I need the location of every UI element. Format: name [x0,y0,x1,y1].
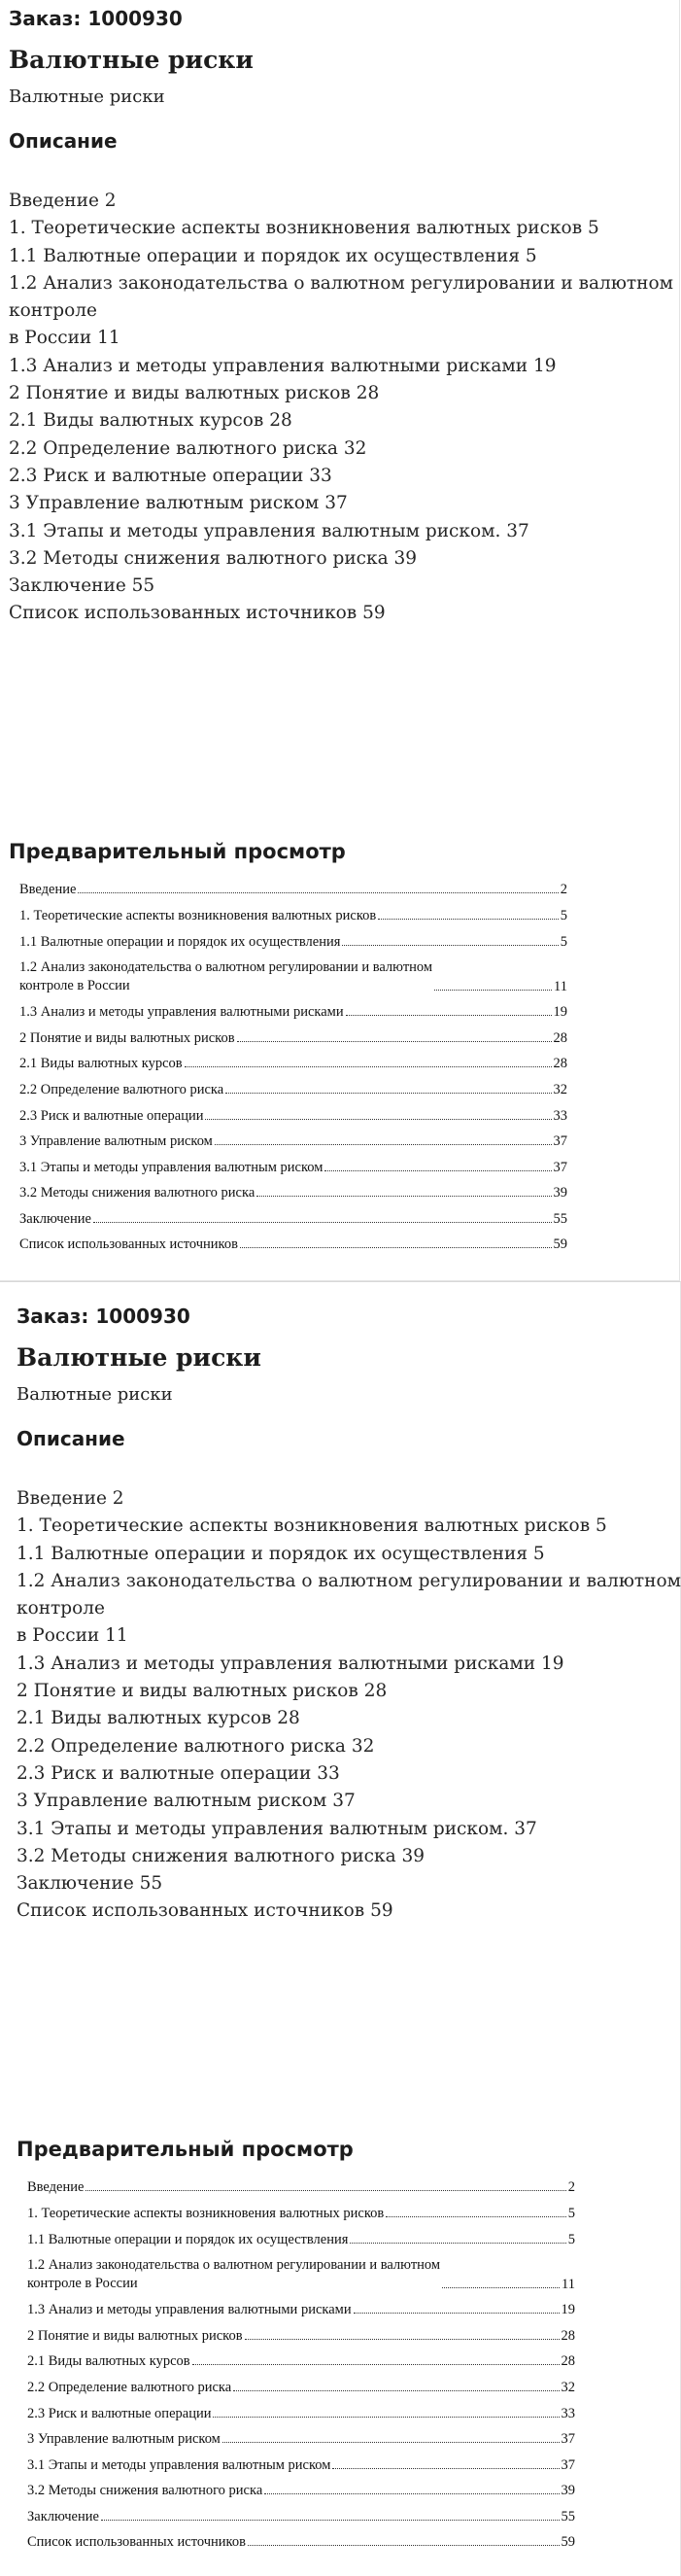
description-line: в России 11 [9,328,120,349]
toc-page: 33 [561,2405,575,2421]
toc-row [19,1228,567,1254]
toc-leader [264,2493,559,2494]
toc-leader [324,1170,551,1171]
description-line: 1. Теоретические аспекты возникновения валютных рисков 5 [17,1515,607,1537]
toc-leader [378,919,558,920]
toc-page: 5 [560,933,567,950]
description-line: 1.3 Анализ и методы управления валютными рисками 19 [17,1653,564,1674]
description-line: 1.2 Анализ законодательства о валютном регулировании и валютном [9,272,674,294]
description-line: 2.1 Виды валютных курсов 28 [17,1708,300,1729]
toc-label-line: 1.2 Анализ законодательства о валютном регулировании и валютном [27,2256,441,2273]
toc-row [27,2222,575,2248]
toc-row [19,1047,567,1073]
description-line: контроле [9,300,97,322]
toc-label: 1.3 Анализ и методы управления валютными рисками [27,2302,352,2318]
toc-leader [248,2545,560,2546]
description-line: 1.2 Анализ законодательства о валютном регулировании и валютном [17,1570,681,1591]
toc-leader [233,2390,559,2391]
toc-leader [442,2287,560,2288]
description-line: 3.1 Этапы и методы управления валютным риском. 37 [9,520,529,541]
toc-row [19,1021,567,1047]
toc-leader [240,1247,552,1248]
description-line: 2.2 Определение валютного риска 32 [9,437,367,459]
toc-label: 1. Теоретические аспекты возникновения валютных рисков [19,907,377,923]
toc-label: 1. Теоретические аспекты возникновения валютных рисков [27,2205,385,2221]
toc-leader [237,1041,552,1042]
toc-leader [185,1066,552,1067]
toc-leader [215,1144,552,1145]
toc-page: 37 [553,1133,567,1150]
toc-label: 3.2 Методы снижения валютного риска [27,2483,263,2499]
toc-row [27,2318,575,2345]
toc-page: 5 [560,907,567,923]
toc-row [27,2196,575,2222]
toc-page: 37 [561,2456,575,2473]
toc-preview [27,2171,575,2552]
toc-label: 3 Управление валютным риском [19,1133,213,1150]
toc-leader [101,2520,560,2521]
description-heading: Описание [9,129,118,153]
work-subject: Валютные риски [9,87,165,107]
toc-label: 1.1 Валютные операции и порядок их осуществления [19,933,341,950]
toc-leader [354,2313,560,2314]
toc-page: 2 [567,2179,575,2196]
toc-row [27,2293,575,2319]
description-line: 1.3 Анализ и методы управления валютными рисками 19 [9,355,557,376]
toc-page: 59 [561,2534,575,2551]
toc-page: 39 [561,2483,575,2499]
toc-leader [332,2468,559,2469]
toc-leader [222,2442,560,2443]
toc-page: 11 [554,978,567,994]
toc-leader [225,1093,551,1094]
toc-label: Введение [19,882,77,898]
toc-label: 2 Понятие и виды валютных рисков [19,1029,235,1046]
toc-label: 2.2 Определение валютного риска [19,1081,224,1097]
toc-row [19,924,567,951]
description-line: 1. Теоретические аспекты возникновения валютных рисков 5 [9,218,599,239]
toc-row [27,2171,575,2197]
toc-row [19,1098,567,1125]
toc-page: 55 [553,1210,567,1227]
description-line: Список использованных источников 59 [17,1900,393,1922]
toc-row [19,995,567,1022]
description-line: Список использованных источников 59 [9,603,386,624]
toc-label: Заключение [19,1210,91,1227]
work-subject: Валютные риски [17,1384,173,1405]
toc-label: 2.1 Виды валютных курсов [19,1056,183,1072]
toc-label: 3.1 Этапы и методы управления валютным риском [27,2456,331,2473]
description-line: 2 Понятие и виды валютных рисков 28 [9,383,380,404]
description-line: 2.2 Определение валютного риска 32 [17,1735,375,1757]
toc-leader [350,2243,565,2244]
description-line: 3.1 Этапы и методы управления валютным риском. 37 [17,1818,537,1839]
order-number: Заказ: 1000930 [17,1305,190,1328]
toc-label: Введение [27,2179,85,2196]
toc-page: 28 [553,1029,567,1046]
toc-page: 39 [553,1185,567,1201]
toc-leader [342,945,558,946]
toc-row [27,2422,575,2449]
toc-label: 2.2 Определение валютного риска [27,2379,232,2395]
toc-page: 59 [553,1236,567,1253]
toc-page: 32 [553,1081,567,1097]
toc-row [19,1125,567,1151]
description-line: 1.1 Валютные операции и порядок их осуществления 5 [17,1543,545,1564]
toc-row [19,951,567,995]
toc-row [27,2499,575,2525]
toc-label-line: контроле в России [19,977,130,993]
description-line: 2.3 Риск и валютные операции 33 [9,465,332,486]
toc-label: 3 Управление валютным риском [27,2431,221,2448]
description-line: 2.1 Виды валютных курсов 28 [9,410,292,432]
toc-leader [192,2364,560,2365]
toc-page: 19 [561,2302,575,2318]
toc-row [19,1201,567,1228]
preview-heading: Предварительный просмотр [9,839,346,863]
toc-leader [256,1196,551,1197]
toc-label: 1.1 Валютные операции и порядок их осуществления [27,2231,349,2247]
toc-row [19,1072,567,1098]
toc-row [27,2525,575,2552]
description-line: в России 11 [17,1625,128,1647]
description-line: Заключение 55 [9,575,155,597]
description-line: 3 Управление валютным риском 37 [17,1791,356,1812]
order-number: Заказ: 1000930 [9,7,183,30]
toc-label-line: 1.2 Анализ законодательства о валютном регулировании и валютном [19,958,433,975]
order-card [0,0,680,1281]
toc-page: 37 [553,1159,567,1175]
work-title: Валютные риски [17,1343,261,1372]
toc-preview [19,873,567,1254]
toc-page: 28 [553,1056,567,1072]
toc-page: 5 [567,2231,575,2247]
toc-leader [386,2216,565,2217]
toc-page: 2 [560,882,567,898]
toc-page: 5 [567,2205,575,2221]
toc-label [27,2256,440,2293]
description-text [17,1485,681,1926]
description-line: 3.2 Методы снижения валютного риска 39 [9,547,418,569]
toc-page: 28 [561,2327,575,2344]
toc-leader [434,990,552,991]
toc-leader [205,1119,551,1120]
toc-page: 33 [553,1107,567,1124]
toc-label: 2.3 Риск и валютные операции [19,1107,204,1124]
toc-leader [78,892,558,893]
description-line: 3 Управление валютным риском 37 [9,493,348,514]
toc-row [27,2448,575,2474]
toc-leader [213,2417,559,2418]
toc-label: 2.1 Виды валютных курсов [27,2353,190,2370]
toc-label: 3.1 Этапы и методы управления валютным риском [19,1159,323,1175]
toc-row [19,898,567,924]
preview-heading: Предварительный просмотр [17,2137,354,2161]
description-heading: Описание [17,1427,125,1450]
toc-row [19,873,567,899]
description-line: Введение 2 [9,191,117,211]
toc-label: 2.3 Риск и валютные операции [27,2405,212,2421]
description-text [9,188,679,628]
toc-page: 32 [561,2379,575,2395]
toc-row [27,2474,575,2500]
toc-row [27,2345,575,2371]
toc-label [19,958,432,995]
toc-leader [85,2190,565,2191]
toc-label: 1.3 Анализ и методы управления валютными рисками [19,1004,344,1021]
toc-row [27,2248,575,2293]
toc-row [27,2396,575,2422]
description-line: 2.3 Риск и валютные операции 33 [17,1762,340,1784]
description-line: контроле [17,1598,105,1619]
toc-page: 37 [561,2431,575,2448]
description-line: Заключение 55 [17,1873,163,1895]
toc-leader [93,1222,552,1223]
toc-label: Заключение [27,2508,99,2524]
toc-page: 19 [553,1004,567,1021]
toc-page: 55 [561,2508,575,2524]
toc-label: Список использованных источников [27,2534,246,2551]
toc-leader [245,2339,560,2340]
toc-label-line: контроле в России [27,2275,138,2291]
toc-label: Список использованных источников [19,1236,238,1253]
description-line: 2 Понятие и виды валютных рисков 28 [17,1681,388,1702]
toc-row [19,1176,567,1202]
order-card-repeat [0,1281,681,2576]
toc-label: 2 Понятие и виды валютных рисков [27,2327,243,2344]
description-line: 1.1 Валютные операции и порядок их осуществления 5 [9,245,537,266]
work-title: Валютные риски [9,46,254,74]
toc-row [27,2370,575,2396]
description-line: 3.2 Методы снижения валютного риска 39 [17,1845,426,1866]
description-line: Введение 2 [17,1488,124,1509]
toc-leader [346,1015,552,1016]
toc-page: 11 [562,2276,575,2292]
toc-page: 28 [561,2353,575,2370]
toc-label: 3.2 Методы снижения валютного риска [19,1185,255,1201]
toc-row [19,1150,567,1176]
